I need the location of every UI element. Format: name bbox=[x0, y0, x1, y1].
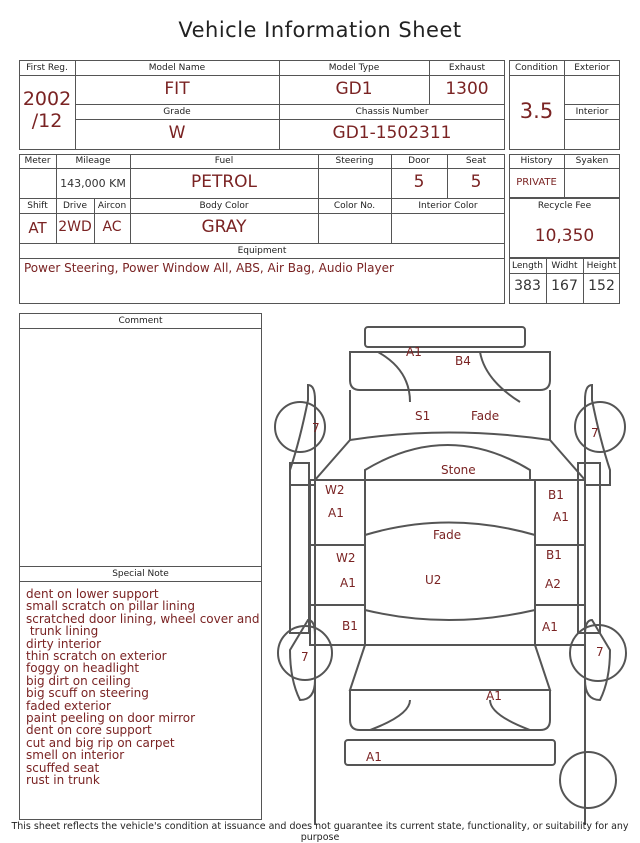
first-reg-year: 2002 bbox=[22, 88, 72, 110]
special-note-label: Special Note bbox=[112, 569, 169, 579]
model-name-label: Model Name bbox=[148, 63, 206, 73]
wheel-front-right bbox=[575, 402, 625, 452]
model-type-label: Model Type bbox=[328, 63, 380, 73]
spare-wheel bbox=[560, 752, 616, 808]
recycle-fee-value: 10,350 bbox=[534, 226, 595, 246]
mark-wheel-rl: 7 bbox=[301, 650, 309, 664]
door-value: 5 bbox=[413, 172, 425, 192]
equipment-label: Equipment bbox=[237, 246, 287, 256]
drive-value: 2WD bbox=[58, 219, 92, 235]
special-note-item: paint peeling on door mirror bbox=[26, 711, 196, 726]
mark-wheel-fr: 7 bbox=[591, 426, 599, 440]
seat-label: Seat bbox=[465, 156, 487, 166]
condition-value: 3.5 bbox=[519, 99, 554, 123]
special-note-item: trunk lining bbox=[26, 624, 99, 639]
mark-windshield: Stone bbox=[441, 463, 476, 477]
meter-label: Meter bbox=[24, 156, 51, 166]
special-notes-list bbox=[26, 588, 259, 787]
mark-front-door-left-top: W2 bbox=[325, 483, 345, 497]
front-fender-left bbox=[290, 385, 315, 485]
car-damage-diagram bbox=[270, 320, 640, 825]
shift-value: AT bbox=[28, 219, 47, 237]
first-reg-month: /12 bbox=[31, 110, 63, 132]
disclaimer-footer: This sheet reflects the vehicle's condition at issuance and does not guarantee its current state, functionality, or suitability for any purpose bbox=[11, 821, 629, 843]
mark-rear-bumper: A1 bbox=[366, 750, 382, 764]
special-note-item: thin scratch on exterior bbox=[26, 649, 167, 664]
exhaust-label: Exhaust bbox=[448, 63, 486, 73]
mark-rear-door-left: A1 bbox=[340, 576, 356, 590]
mark-rear-door-right: A2 bbox=[545, 577, 561, 591]
length-label: Length bbox=[511, 261, 544, 271]
grade-label: Grade bbox=[163, 107, 191, 117]
mark-front-door-right: A1 bbox=[553, 510, 569, 524]
aircon-value: AC bbox=[102, 219, 122, 235]
trunk-part bbox=[350, 690, 550, 730]
hood-part bbox=[350, 390, 550, 440]
special-note-item: big dirt on ceiling bbox=[26, 673, 131, 688]
mark-front-bumper: A1 bbox=[406, 345, 422, 359]
mark-roof: Fade bbox=[433, 528, 462, 542]
special-note-item: dent on core support bbox=[26, 723, 152, 738]
mark-rear-quarter-right: A1 bbox=[542, 620, 558, 634]
side-sill-left bbox=[290, 463, 309, 633]
interior-color-label: Interior Color bbox=[418, 201, 478, 211]
length-value: 383 bbox=[514, 278, 541, 294]
fuel-value: PETROL bbox=[190, 172, 258, 192]
exterior-label: Exterior bbox=[574, 63, 610, 73]
height-label: Height bbox=[586, 261, 617, 271]
exhaust-value: 1300 bbox=[445, 79, 489, 99]
mileage-value: 143,000 KM bbox=[60, 177, 126, 190]
history-value: PRIVATE bbox=[516, 177, 557, 188]
equipment-value: Power Steering, Power Window All, ABS, Air Bag, Audio Player bbox=[24, 261, 394, 275]
mark-front-door-right-top: B1 bbox=[548, 488, 564, 502]
model-type-value: GD1 bbox=[335, 79, 373, 99]
seat-value: 5 bbox=[470, 172, 482, 192]
mark-hood-right: Fade bbox=[471, 409, 500, 423]
special-note-item: scuffed seat bbox=[26, 760, 100, 775]
chassis-number-label: Chassis Number bbox=[355, 107, 429, 117]
steering-label: Steering bbox=[335, 156, 374, 166]
aircon-label: Aircon bbox=[97, 201, 127, 211]
mark-rear-door-left-top: W2 bbox=[336, 551, 356, 565]
mark-wheel-fl: 7 bbox=[312, 421, 320, 435]
special-note-item: cut and big rip on carpet bbox=[26, 735, 175, 750]
mark-wheel-rr: 7 bbox=[596, 645, 604, 659]
mark-trunk-area: U2 bbox=[425, 573, 442, 587]
grade-value: W bbox=[168, 123, 186, 143]
special-note-item: smell on interior bbox=[26, 748, 125, 763]
door-label: Door bbox=[408, 156, 430, 166]
chassis-number-value: GD1-1502311 bbox=[332, 123, 452, 143]
side-sill-right bbox=[578, 463, 600, 633]
body-color-value: GRAY bbox=[201, 217, 247, 237]
comment-label: Comment bbox=[118, 316, 163, 326]
body-color-label: Body Color bbox=[199, 201, 249, 211]
mark-front-door-left: A1 bbox=[328, 506, 344, 520]
recycle-fee-label: Recycle Fee bbox=[537, 201, 592, 211]
special-note-item: scratched door lining, wheel cover and bbox=[26, 611, 260, 626]
special-note-item: foggy on headlight bbox=[26, 661, 140, 676]
special-note-item: faded exterior bbox=[26, 698, 111, 713]
history-label: History bbox=[520, 156, 553, 166]
fuel-label: Fuel bbox=[214, 156, 234, 166]
rear-window-part bbox=[350, 645, 550, 690]
sheet-title: Vehicle Information Sheet bbox=[178, 18, 462, 42]
width-value: 167 bbox=[551, 278, 578, 294]
color-no-label: Color No. bbox=[333, 201, 376, 211]
condition-label: Condition bbox=[515, 63, 558, 73]
first-reg-label: First Reg. bbox=[26, 63, 68, 73]
height-value: 152 bbox=[588, 278, 615, 294]
special-note-item: big scuff on steering bbox=[26, 686, 149, 701]
drive-label: Drive bbox=[63, 201, 87, 211]
syaken-label: Syaken bbox=[575, 156, 609, 166]
front-bumper-part bbox=[365, 327, 525, 347]
mark-rear-window: A1 bbox=[486, 689, 502, 703]
mark-rear-door-right-top: B1 bbox=[546, 548, 562, 562]
mark-hood-front: B4 bbox=[455, 354, 471, 368]
special-note-item: rust in trunk bbox=[26, 773, 100, 788]
mark-hood-left: S1 bbox=[415, 409, 431, 423]
special-note-item: dent on lower support bbox=[26, 587, 159, 601]
interior-label: Interior bbox=[575, 107, 609, 117]
hood-front-part bbox=[350, 352, 550, 390]
model-name-value: FIT bbox=[164, 79, 190, 99]
shift-label: Shift bbox=[27, 201, 48, 211]
mileage-label: Mileage bbox=[75, 156, 111, 166]
width-label: Widht bbox=[551, 261, 578, 271]
special-note-item: dirty interior bbox=[26, 636, 102, 651]
mark-rear-quarter-left: B1 bbox=[342, 619, 358, 633]
special-note-item: small scratch on pillar lining bbox=[26, 599, 195, 614]
